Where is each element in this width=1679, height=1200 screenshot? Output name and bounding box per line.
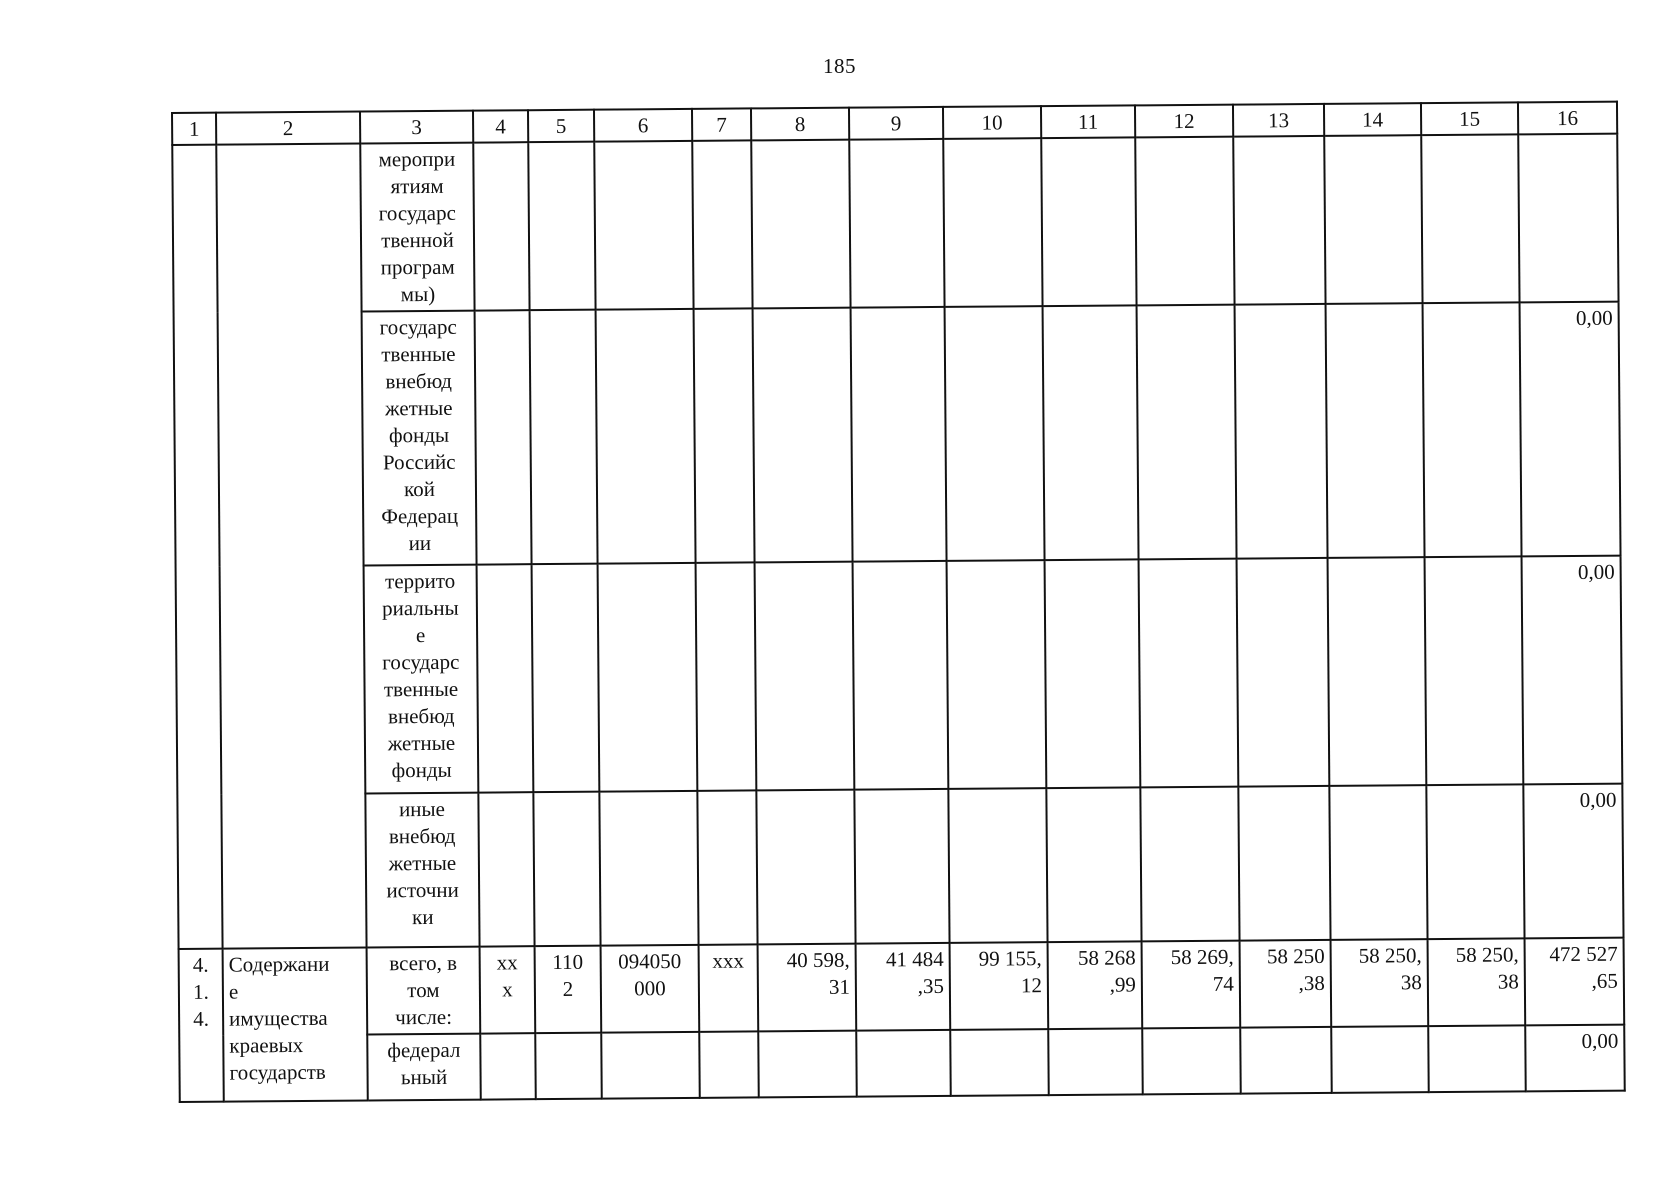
header-cell: 10 [943,106,1041,139]
value-cell: 58 250, 38 [1428,938,1526,1026]
header-cell: 16 [1518,102,1617,135]
source-label: террито риальны е государс твенные внебюд жетные фонды [364,565,479,794]
total-value: 472 527 ,65 [1525,938,1625,1026]
source-label: меропри ятиям государс твенной програм мы) [360,143,474,312]
table-row [179,938,1625,1036]
value-cell: 58 250 ,38 [1240,940,1332,1028]
code-cell: 110 2 [535,946,602,1034]
header-cell: 6 [594,109,692,142]
page-number: 185 [823,54,856,78]
table-row [177,784,1623,949]
header-cell: 3 [360,111,473,144]
value-cell: 99 155, 12 [950,942,1049,1030]
source-label: федерал ьный [367,1034,481,1101]
value-cell: 58 250, 38 [1331,939,1429,1027]
table-container [171,101,1626,1103]
value-cell: 58 269, 74 [1142,941,1241,1029]
header-cell: 13 [1233,104,1324,137]
source-label: всего, в том числе: [367,947,481,1035]
table-row [176,556,1623,795]
table-row [174,302,1621,567]
header-cell: 9 [849,107,943,140]
value-cell: 40 598, 31 [758,944,857,1032]
empty-cell [172,145,222,949]
header-cell: 4 [473,110,528,142]
header-cell: 5 [528,110,594,143]
total-value: 0,00 [1522,556,1623,785]
header-cell: 7 [692,108,751,140]
header-cell: 11 [1041,105,1135,138]
code-cell: 094050 000 [601,945,700,1033]
header-cell: 8 [751,108,849,141]
value-cell: 41 484 ,35 [856,943,951,1031]
total-value: 0,00 [1523,784,1623,939]
header-cell: 1 [172,113,216,145]
table-row [172,134,1618,313]
value-cell: 58 268 ,99 [1048,941,1143,1029]
total-value: 0,00 [1520,302,1621,557]
header-cell: 2 [216,112,360,145]
code-cell: ххх [699,944,759,1031]
source-label: иные внебюд жетные источни ки [365,793,479,948]
total-value: 0,00 [1525,1025,1625,1092]
data-table [171,101,1626,1103]
table-row [179,1025,1624,1102]
item-name: Содержани е имущества краевых государств [223,947,368,1101]
header-cell: 15 [1421,102,1518,135]
item-number: 4. 1. 4. [179,949,224,1102]
header-cell: 12 [1135,105,1233,138]
code-cell: хх х [480,946,536,1033]
header-cell: 14 [1324,103,1421,136]
total-value [1518,134,1618,303]
empty-cell [216,144,366,949]
source-label: государс твенные внебюд жетные фонды Российс кой Федерац ии [362,311,477,566]
